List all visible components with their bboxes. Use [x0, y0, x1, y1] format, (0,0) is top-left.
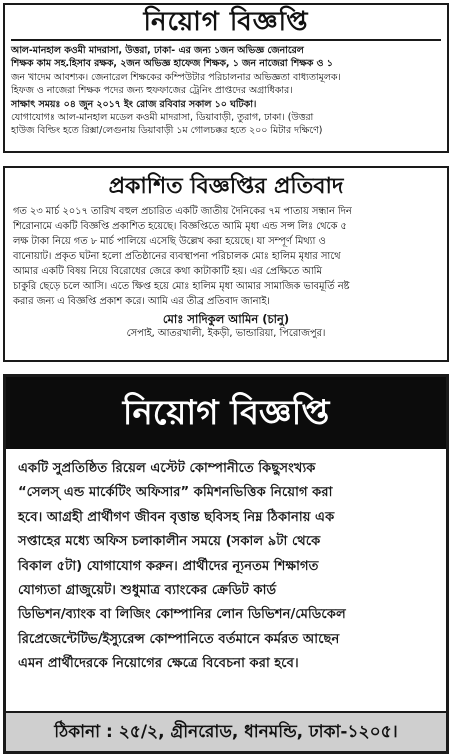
notice-line: আমার একটি বিষয় নিয়ে বিরোধের জেরে কথা কাটাকাটি হয়। এর প্রেক্ষিতে আমি	[13, 266, 322, 277]
notice-title: নিয়োগ বিজ্ঞপ্তি	[11, 5, 441, 41]
office-address: ঠিকানা : ২৫/২, গ্রীনরোড, ধানমন্ডি, ঢাকা-১২০৫।	[6, 711, 446, 751]
notice-line: যোগ্যতা গ্রাজুয়েট। শুধুমাত্র ব্যাংকের ক্রেডিট কার্ড	[18, 583, 277, 599]
notice-line: চাকুরি ছেড়ে চলে আসি। এতে ক্ষিপ্ত হয়ে মোঃ হালিম মৃধা আমার সামাজিক ভাবমূর্তি নষ্ট	[13, 281, 350, 292]
contact-line: যোগাযোগঃ আল-মানহাল মডেল কওমী মাদরাসা, ডিয়াবাড়ী, তুরাগ, ঢাকা। (উত্তরা	[11, 112, 314, 124]
notice-line: লক্ষ টাকা নিয়ে গত ৮ মার্চ পালিয়ে এসেছি উল্লেখ করা হয়েছে। যা সম্পূর্ণ মিথ্যা ও	[13, 236, 326, 247]
notice-line: জন খাদেম আবশ্যক। জেনারেল শিক্ষকের কম্পিউটার পরিচালনার অভিজ্ঞতা বাধ্যতামূলক।	[11, 71, 341, 83]
notice-line: “সেলস্ এন্ড মার্কেটিং অফিসার” কমিশনভিত্তিক নিয়োগ করা	[18, 485, 333, 501]
notice-line: ডিভিশন/ব্যাংক বা লিজিং কোম্পানির লোন ডিভিশন/মেডিকেল	[18, 607, 346, 623]
signatory-address: সেপাই, আতরখালী, ইকড়ী, ভান্ডারিয়া, পিরোজপুর।	[126, 328, 326, 339]
notice-line: শিরোনামে একটি বিজ্ঞপ্তি প্রকাশিত হয়েছে। বিজ্ঞপ্তিতে আমি মৃধা এন্ড সন্স লিঃ থেকে ৫	[13, 221, 347, 232]
notice-body	[6, 449, 446, 677]
notice-line: রিপ্রেজেন্টেটিভ/ইস্যুরেন্স কোম্পানিতে বর্তমানে কর্মরত আছেন	[18, 631, 340, 647]
notice-line: করার জন্য এ বিজ্ঞপ্তি প্রকাশ করে। আমি এর তীব্র প্রতিবাদ জানাই।	[13, 296, 270, 307]
notice-title: প্রকাশিত বিজ্ঞপ্তির প্রতিবাদ	[108, 174, 344, 199]
recruitment-notice-madrasa	[3, 3, 449, 153]
contact-directions: হাউজ বিল্ডিং হতে রিক্সা/লেগুনায় ডিয়াবাড়ী ১ম গোলচক্কর হতে ২০০ মিটার দক্ষিণে)	[11, 125, 323, 137]
notice-line: আল-মানহাল কওমী মাদরাসা, উত্তরা, ঢাকা- এর জন্য ১জন অভিজ্ঞ জেনারেল	[11, 45, 304, 56]
notice-line: একটি সুপ্রতিষ্ঠিত রিয়েল এস্টেট কোম্পানীতে কিছুসংখ্যক	[18, 461, 316, 476]
notice-line: গত ২৩ মার্চ ২০১৭ তারিখ বহুল প্রচারিত একটি জাতীয় দৈনিকের ৭ম পাতায় সন্ধান দিন	[13, 206, 352, 217]
notice-line: এমন প্রার্থীদেরকে নিয়োগের ক্ষেত্রে বিবেচনা করা হবে।	[18, 656, 299, 672]
notice-line: সপ্তাহের মধ্যে অফিস চলাকালীন সময়ে (সকাল ৯টা থেকে	[18, 534, 321, 550]
notice-line: বানোয়াট। প্রকৃত ঘটনা হলো প্রতিষ্ঠানের ব্যবস্থাপনা পরিচালক মোঃ হালিম মৃধার সাথে	[13, 251, 341, 262]
notice-body	[5, 41, 447, 141]
notice-title-banner: নিয়োগ বিজ্ঞপ্তি	[6, 377, 446, 449]
notice-line: বিকাল ৫টা) যোগাযোগ করুন। প্রার্থীদের ন্যূনতম শিক্ষাগত	[18, 558, 319, 574]
protest-notice	[3, 166, 449, 362]
interview-time: সাক্ষাৎ সময়ঃ ০৪ জুন ২০১৭ ইং রোজ রবিবার সকাল ১০ ঘটিকা।	[11, 98, 257, 110]
notice-line: শিক্ষক কাম সহ.হিসাব রক্ষক, ২জন অভিজ্ঞ হাফেজ শিক্ষক, ১ জন নাজেরা শিক্ষক ও ১	[11, 58, 333, 70]
signatory-name: মোঃ সাদিকুল আমিন (চানু)	[162, 312, 290, 326]
notice-line: হিফজ ও নাজেরা শিক্ষক পদের জন্য হুফফাজের ট্রেনিং প্রাপ্তদের অগ্রাধিকার।	[11, 85, 293, 97]
notice-body	[5, 204, 447, 309]
notice-line: হবে। আগ্রহী প্রার্থীগণ জীবন বৃত্তান্ত ছবিসহ নিম্ন ঠিকানায় এক	[18, 509, 335, 525]
recruitment-notice-real-estate	[3, 374, 449, 754]
